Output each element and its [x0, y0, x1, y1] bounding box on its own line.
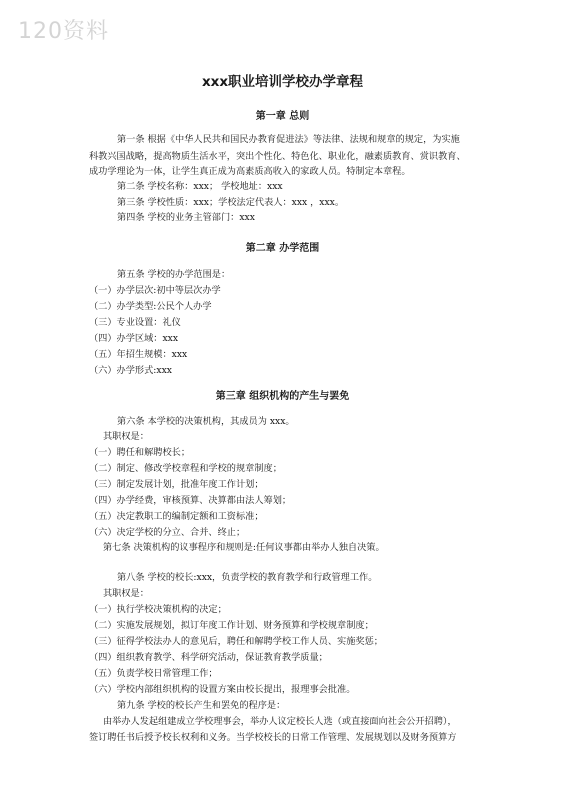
powers-label-2: 其职权是： — [103, 588, 149, 599]
article-8: 第八条 学校的校长:xxx，负责学校的教育教学和行政管理工作。 — [117, 572, 378, 583]
article-1-line-1: 第一条 根据《中华人民共和国民办教育促进法》等法律、法规和规章的规定，为实施 — [117, 134, 460, 145]
list-item: （一）执行学校决策机构的决定； — [89, 604, 227, 615]
list-item: （六）办学形式:xxx — [89, 365, 172, 376]
list-item: （六）决定学校的分立、合并、终止； — [89, 527, 246, 538]
list-item: （二）制定、修改学校章程和学校的规章制度； — [89, 463, 282, 474]
article-2: 第二条 学校名称：xxx； 学校地址：xxx — [117, 181, 283, 192]
list-item: （六）学校内部组织机构的设置方案由校长提出，报理事会批准。 — [89, 684, 356, 695]
list-item: （二）实施发展规划，拟订年度工作计划、财务预算和学校规章制度； — [89, 620, 374, 631]
list-item: （三）征得学校法办人的意见后，聘任和解聘学校工作人员、实施奖惩； — [89, 636, 383, 647]
watermark: 120资料 — [18, 19, 109, 44]
article-1-line-3: 成功学理论为一体，让学生真正成为高素质高收入的家政人员。特制定本章程。 — [89, 166, 411, 177]
list-item: （四）组织教育教学、科学研究活动，保证教育教学质量； — [89, 652, 328, 663]
article-9: 第九条 学校的校长产生和罢免的程序是： — [117, 700, 286, 711]
article-9-line-1: 由举办人发起组建成立学校理事会，举办人议定校长人选（或直接面向社会公开招聘）， — [103, 716, 457, 727]
list-item: （五）决定教职工的编制定额和工资标准； — [89, 511, 264, 522]
list-item: （二）办学类型:公民个人办学 — [89, 301, 212, 312]
document-title: xxx职业培训学校办学章程 — [201, 74, 364, 90]
list-item: （四）办学区域：xxx — [89, 333, 179, 344]
list-item: （三）专业设置：礼仪 — [89, 317, 181, 328]
powers-label: 其职权是： — [103, 431, 149, 442]
list-item: （三）制定发展计划，批准年度工作计划； — [89, 479, 264, 490]
list-item: （一）聘任和解聘校长； — [89, 447, 191, 458]
list-item: （五）负责学校日常管理工作； — [89, 668, 218, 679]
article-9-line-2: 签订聘任书后授予校长权利和义务。当学校校长的日常工作管理、发展规划以及财务预算方 — [89, 732, 457, 743]
list-item: （一）办学层次:初中等层次办学 — [89, 285, 221, 296]
chapter-2-heading: 第二章 办学范围 — [245, 243, 320, 254]
article-3: 第三条 学校性质：xxx；学校法定代表人：xxx ，xxx。 — [117, 197, 345, 208]
article-6: 第六条 本学校的决策机构，其成员为 xxx。 — [117, 416, 295, 427]
chapter-1-heading: 第一章 总则 — [255, 111, 310, 122]
list-item: （四）办学经费，审核预算、决算都由法人筹划； — [89, 495, 292, 506]
article-4: 第四条 学校的业务主管部门：xxx — [117, 212, 255, 223]
chapter-3-heading: 第三章 组织机构的产生与罢免 — [215, 391, 350, 402]
article-1-line-2: 科教兴国战略，提高物质生活水平，突出个性化、特色化、职业化，融素质教育、赏识教育、 — [89, 151, 466, 162]
list-item: （五）年招生规模：xxx — [89, 349, 188, 360]
article-7: 第七条 决策机构的议事程序和规则是:任何议事都由举办人独自决策。 — [103, 542, 385, 553]
article-5: 第五条 学校的办学范围是： — [117, 269, 231, 280]
